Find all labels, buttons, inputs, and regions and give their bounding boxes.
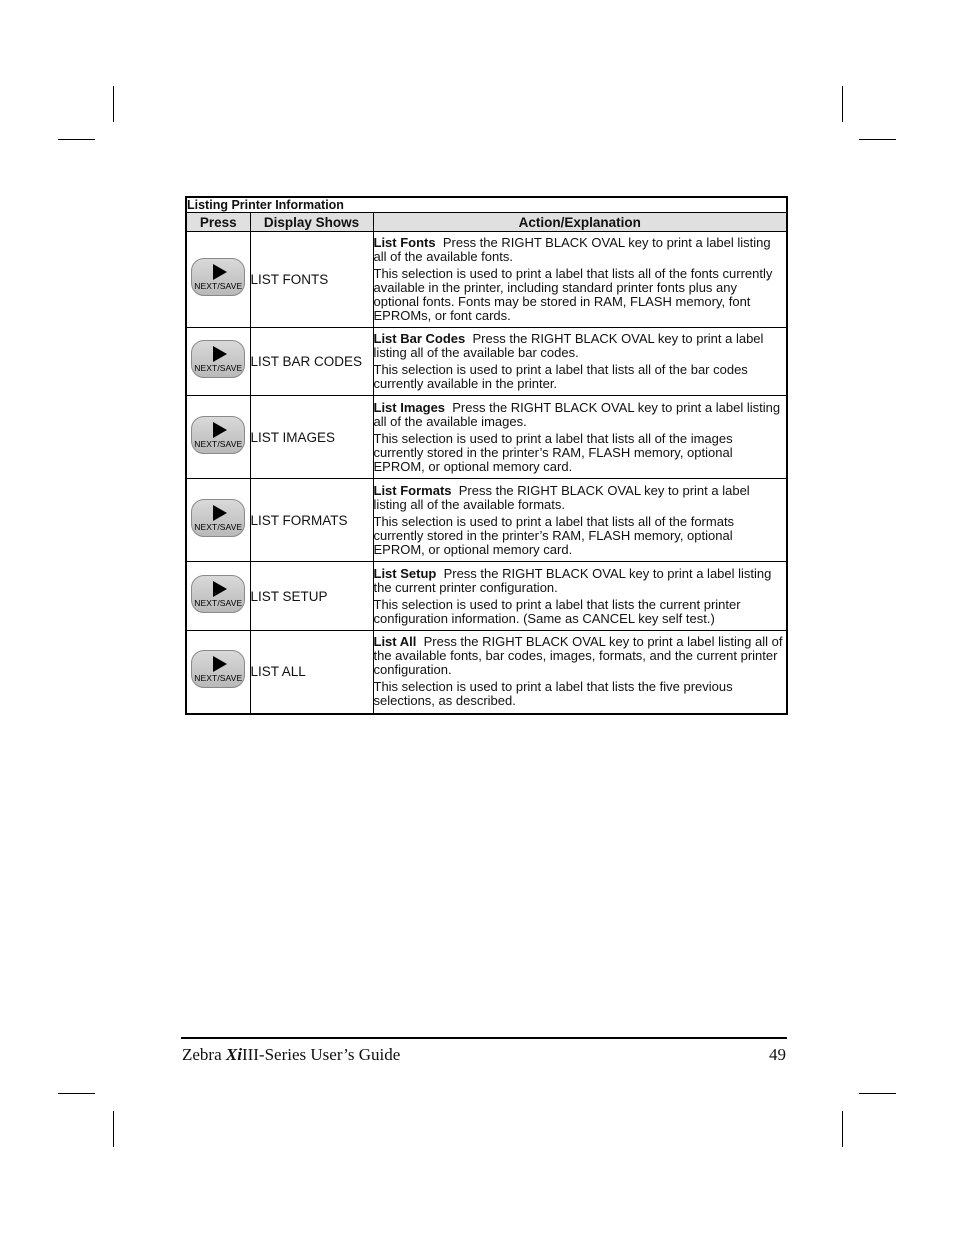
action-title: List Images (373, 399, 446, 415)
action-cell (373, 479, 787, 562)
header-press: Press (186, 213, 250, 232)
crop-mark (113, 86, 114, 122)
play-arrow-icon (213, 264, 227, 280)
play-arrow-icon (213, 656, 227, 672)
table-row (186, 328, 787, 396)
press-cell (186, 232, 250, 328)
footer-product: Xi (225, 1045, 242, 1064)
press-cell (186, 631, 250, 714)
next-save-key-icon (191, 499, 245, 537)
key-label: NEXT/SAVE (194, 521, 243, 532)
footer-guide-title (182, 1045, 400, 1065)
listing-printer-information-table (185, 196, 788, 715)
press-cell (186, 396, 250, 479)
next-save-key-icon (191, 340, 245, 378)
action-line: Press the RIGHT BLACK OVAL key to print a label listing all of the available fonts, bar codes, images, formats, and the current printer configuration. (373, 634, 783, 678)
table-header-row (186, 213, 787, 232)
action-explanation: This selection is used to print a label that lists all of the fonts currently available in the printer, including standard printer fonts plus any optional fonts. Fonts may be stored in RAM, FLASH memory, font EPROMs, or font cards. (373, 266, 773, 323)
display-shows-cell: LIST FORMATS (250, 479, 373, 562)
display-shows-cell: LIST IMAGES (250, 396, 373, 479)
action-explanation: This selection is used to print a label that lists all of the bar codes currently available in the printer. (373, 362, 748, 391)
header-display-shows: Display Shows (250, 213, 373, 232)
action-explanation: This selection is used to print a label that lists the five previous selections, as described. (373, 679, 733, 709)
action-title: List Setup (373, 565, 437, 581)
footer-brand: Zebra (182, 1045, 226, 1064)
key-label: NEXT/SAVE (194, 363, 243, 373)
action-cell (373, 328, 787, 396)
key-label: NEXT/SAVE (194, 597, 243, 608)
footer-rule (181, 1037, 787, 1039)
table-row (186, 631, 787, 714)
table-caption: Listing Printer Information (186, 197, 787, 213)
press-cell (186, 328, 250, 396)
key-label: NEXT/SAVE (194, 438, 243, 449)
press-cell (186, 479, 250, 562)
next-save-key-icon (191, 416, 245, 454)
table-row (186, 479, 787, 562)
play-arrow-icon (213, 346, 227, 362)
crop-mark (58, 139, 95, 140)
page-number: 49 (769, 1045, 786, 1064)
header-action-explanation: Action/Explanation (373, 213, 787, 232)
play-arrow-icon (213, 505, 227, 521)
crop-mark (842, 86, 843, 122)
display-shows-cell: LIST FONTS (250, 232, 373, 328)
action-explanation: This selection is used to print a label that lists all of the formats currently stored in the printer’s RAM, FLASH memory, optional EPROM, or optional memory card. (373, 513, 735, 557)
crop-mark (842, 1111, 843, 1147)
action-cell (373, 562, 787, 631)
crop-mark (113, 1111, 114, 1147)
action-explanation: This selection is used to print a label that lists all of the images currently stored in the printer’s RAM, FLASH memory, optional EPROM, or optional memory card. (373, 430, 733, 474)
table-row (186, 562, 787, 631)
action-line: Press the RIGHT BLACK OVAL key to print a label listing all of the available bar codes. (373, 331, 764, 360)
crop-mark (58, 1093, 95, 1094)
action-cell (373, 232, 787, 328)
next-save-key-icon (191, 575, 245, 613)
action-line: Press the RIGHT BLACK OVAL key to print a label listing the current printer configuration. (373, 565, 772, 595)
next-save-key-icon (191, 258, 245, 296)
action-title: List Fonts (373, 235, 436, 250)
display-shows-cell: LIST BAR CODES (250, 328, 373, 396)
table-row (186, 232, 787, 328)
action-title: List Bar Codes (373, 331, 466, 346)
press-cell (186, 562, 250, 631)
action-cell (373, 631, 787, 714)
action-line: Press the RIGHT BLACK OVAL key to print a label listing all of the available fonts. (373, 235, 771, 264)
action-line: Press the RIGHT BLACK OVAL key to print a label listing all of the available images. (373, 399, 781, 429)
key-label: NEXT/SAVE (194, 281, 243, 291)
footer-guide: III-Series User’s Guide (241, 1045, 401, 1064)
crop-mark (859, 139, 896, 140)
action-title: List Formats (373, 482, 452, 498)
key-label: NEXT/SAVE (194, 673, 243, 684)
action-title: List All (373, 634, 417, 650)
display-shows-cell: LIST SETUP (250, 562, 373, 631)
action-cell (373, 396, 787, 479)
play-arrow-icon (213, 581, 227, 597)
action-explanation: This selection is used to print a label that lists the current printer configuration information. (Same as CANCEL key self test.) (373, 596, 741, 626)
table-row (186, 396, 787, 479)
table-caption-row (186, 197, 787, 213)
display-shows-cell: LIST ALL (250, 631, 373, 714)
crop-mark (859, 1093, 896, 1094)
action-line: Press the RIGHT BLACK OVAL key to print a label listing all of the available formats. (373, 482, 750, 512)
play-arrow-icon (213, 422, 227, 438)
next-save-key-icon (191, 650, 245, 688)
